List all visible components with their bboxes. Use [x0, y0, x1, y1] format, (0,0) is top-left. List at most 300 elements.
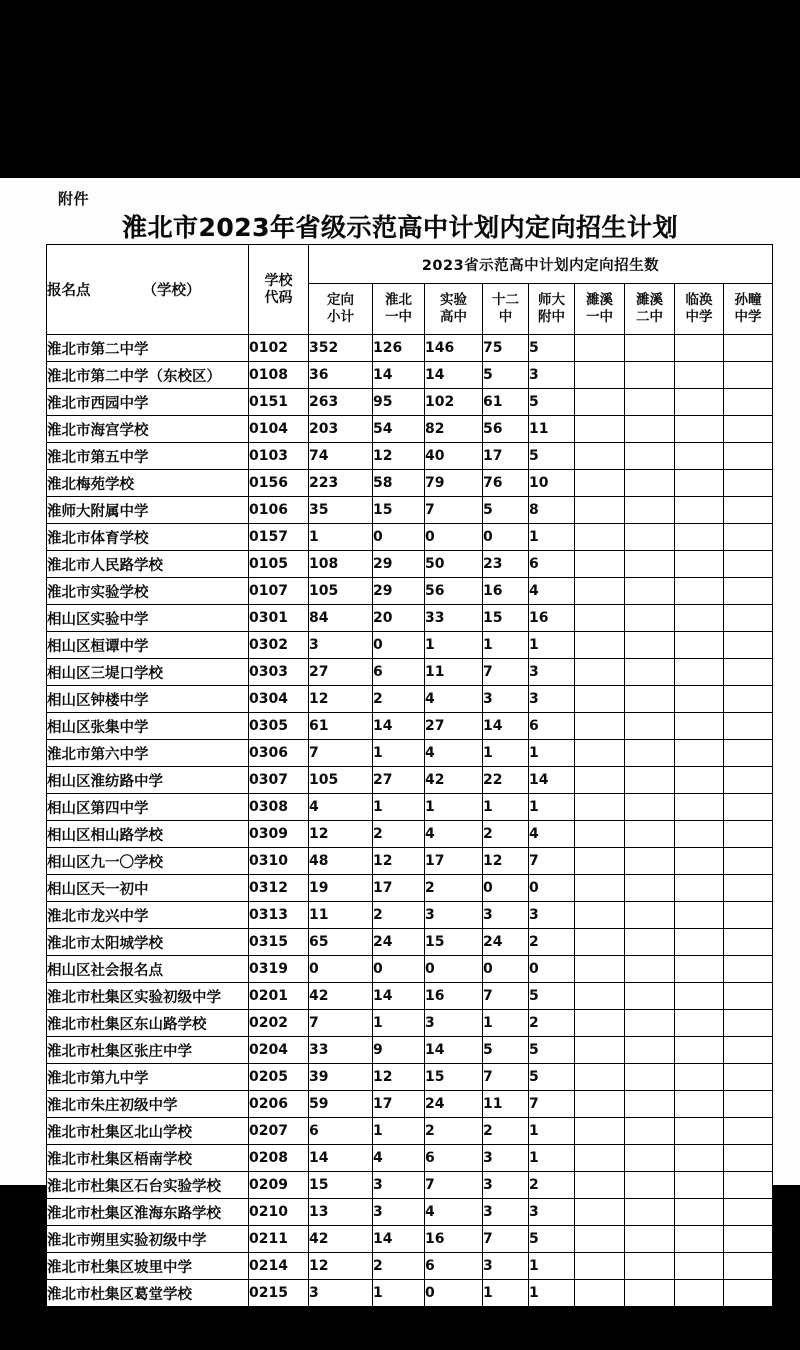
cell-school-name: 淮北市杜集区石台实验学校	[47, 1172, 249, 1199]
cell-quota: 56	[483, 416, 529, 443]
cell-quota-empty	[675, 1091, 724, 1118]
cell-quota: 14	[483, 713, 529, 740]
cell-quota-empty	[625, 794, 675, 821]
cell-quota-empty	[625, 1172, 675, 1199]
cell-quota: 61	[483, 389, 529, 416]
cell-quota: 1	[529, 632, 575, 659]
cell-quota-empty	[724, 1280, 773, 1307]
cell-quota-empty	[675, 848, 724, 875]
cell-quota: 6	[309, 1118, 373, 1145]
cell-quota-empty	[724, 632, 773, 659]
cell-quota: 4	[529, 821, 575, 848]
cell-quota-empty	[625, 632, 675, 659]
cell-school-name: 相山区张集中学	[47, 713, 249, 740]
cell-quota: 1	[483, 740, 529, 767]
cell-quota-empty	[575, 848, 625, 875]
cell-quota: 6	[425, 1253, 483, 1280]
cell-quota: 39	[309, 1064, 373, 1091]
cell-quota-empty	[724, 470, 773, 497]
cell-school-code: 0209	[249, 1172, 309, 1199]
cell-school-code: 0306	[249, 740, 309, 767]
cell-quota: 2	[373, 821, 425, 848]
cell-quota-empty	[575, 416, 625, 443]
cell-quota-empty	[625, 929, 675, 956]
cell-quota-empty	[575, 1280, 625, 1307]
cell-school-name: 淮北市实验学校	[47, 578, 249, 605]
table-row	[47, 713, 773, 740]
cell-quota: 61	[309, 713, 373, 740]
table-row	[47, 470, 773, 497]
cell-quota-empty	[625, 389, 675, 416]
cell-quota: 15	[483, 605, 529, 632]
cell-school-code: 0308	[249, 794, 309, 821]
cell-quota: 4	[309, 794, 373, 821]
cell-school-code: 0102	[249, 335, 309, 362]
cell-quota-empty	[724, 929, 773, 956]
cell-quota-empty	[575, 713, 625, 740]
cell-quota-empty	[625, 605, 675, 632]
cell-quota: 7	[483, 1064, 529, 1091]
cell-quota: 2	[483, 821, 529, 848]
cell-quota: 223	[309, 470, 373, 497]
cell-school-code: 0312	[249, 875, 309, 902]
cell-quota-empty	[675, 686, 724, 713]
cell-quota: 0	[483, 956, 529, 983]
cell-school-name: 相山区淮纺路中学	[47, 767, 249, 794]
subheader-line1: 临涣	[685, 292, 713, 308]
cell-quota-empty	[575, 1037, 625, 1064]
cell-quota: 2	[529, 1010, 575, 1037]
cell-quota: 1	[529, 1280, 575, 1307]
cell-quota-empty	[575, 362, 625, 389]
cell-quota-empty	[675, 470, 724, 497]
header-registration-point	[47, 245, 249, 335]
cell-quota: 1	[425, 794, 483, 821]
cell-quota-empty	[575, 767, 625, 794]
table-row	[47, 416, 773, 443]
cell-quota-empty	[575, 578, 625, 605]
cell-quota: 6	[529, 713, 575, 740]
cell-school-code: 0206	[249, 1091, 309, 1118]
cell-quota-empty	[724, 956, 773, 983]
cell-quota: 5	[483, 1037, 529, 1064]
cell-quota-empty	[625, 902, 675, 929]
cell-quota: 0	[425, 1280, 483, 1307]
cell-quota: 16	[483, 578, 529, 605]
cell-quota: 14	[425, 1037, 483, 1064]
cell-quota-empty	[575, 902, 625, 929]
cell-school-name: 淮北市杜集区淮海东路学校	[47, 1199, 249, 1226]
cell-quota: 108	[309, 551, 373, 578]
cell-quota: 48	[309, 848, 373, 875]
cell-quota: 65	[309, 929, 373, 956]
cell-school-code: 0211	[249, 1226, 309, 1253]
cell-quota-empty	[575, 929, 625, 956]
cell-quota-empty	[625, 1145, 675, 1172]
cell-quota: 7	[309, 740, 373, 767]
cell-quota: 29	[373, 551, 425, 578]
table-row	[47, 848, 773, 875]
cell-quota-empty	[575, 497, 625, 524]
cell-quota: 1	[425, 632, 483, 659]
table-body	[47, 335, 773, 1307]
cell-quota: 0	[373, 524, 425, 551]
cell-quota-empty	[675, 605, 724, 632]
cell-quota: 2	[373, 686, 425, 713]
cell-quota: 14	[529, 767, 575, 794]
cell-quota: 17	[483, 443, 529, 470]
table-row	[47, 335, 773, 362]
cell-school-code: 0301	[249, 605, 309, 632]
cell-quota: 1	[529, 1145, 575, 1172]
cell-quota: 14	[373, 713, 425, 740]
cell-quota: 105	[309, 767, 373, 794]
cell-quota-empty	[724, 902, 773, 929]
cell-quota-empty	[724, 605, 773, 632]
cell-quota: 3	[483, 686, 529, 713]
cell-quota-empty	[724, 551, 773, 578]
cell-quota: 1	[529, 1253, 575, 1280]
table-row	[47, 1199, 773, 1226]
cell-quota: 16	[425, 983, 483, 1010]
table-container	[46, 244, 772, 1307]
cell-quota: 42	[309, 983, 373, 1010]
cell-quota: 3	[529, 902, 575, 929]
cell-quota: 15	[425, 929, 483, 956]
cell-quota: 17	[373, 1091, 425, 1118]
cell-quota-empty	[724, 578, 773, 605]
subheader-line1: 孙疃	[734, 292, 762, 308]
cell-quota: 12	[309, 1253, 373, 1280]
cell-quota: 4	[529, 578, 575, 605]
cell-school-name: 淮北市杜集区张庄中学	[47, 1037, 249, 1064]
cell-quota-empty	[575, 470, 625, 497]
cell-school-code: 0156	[249, 470, 309, 497]
cell-quota-empty	[724, 767, 773, 794]
cell-quota-empty	[575, 983, 625, 1010]
header-col-no12	[483, 284, 529, 335]
subheader-line2: 一中	[385, 309, 412, 325]
cell-quota: 3	[309, 632, 373, 659]
header-school-code-line1: 学校	[264, 272, 293, 289]
cell-quota-empty	[625, 713, 675, 740]
cell-quota: 22	[483, 767, 529, 794]
cell-quota: 2	[425, 1118, 483, 1145]
table-row	[47, 659, 773, 686]
cell-school-name: 淮北市杜集区葛堂学校	[47, 1280, 249, 1307]
table-row	[47, 1118, 773, 1145]
cell-quota-empty	[625, 362, 675, 389]
cell-quota: 2	[483, 1118, 529, 1145]
cell-quota: 3	[529, 1199, 575, 1226]
cell-quota-empty	[625, 767, 675, 794]
cell-quota: 3	[483, 902, 529, 929]
cell-quota-empty	[724, 794, 773, 821]
cell-school-code: 0106	[249, 497, 309, 524]
cell-quota: 7	[425, 497, 483, 524]
cell-quota: 0	[425, 956, 483, 983]
cell-school-name: 淮北市人民路学校	[47, 551, 249, 578]
table-row	[47, 875, 773, 902]
cell-quota-empty	[575, 389, 625, 416]
cell-quota: 1	[373, 794, 425, 821]
cell-quota: 24	[373, 929, 425, 956]
cell-quota-empty	[675, 902, 724, 929]
cell-quota: 50	[425, 551, 483, 578]
cell-quota: 2	[529, 929, 575, 956]
subheader-line2: 中学	[734, 309, 762, 325]
table-row	[47, 1010, 773, 1037]
cell-quota-empty	[625, 1091, 675, 1118]
header-col-linhuan-middle	[675, 284, 724, 335]
cell-quota-empty	[675, 443, 724, 470]
cell-quota-empty	[575, 1064, 625, 1091]
cell-quota-empty	[724, 1172, 773, 1199]
cell-quota: 5	[529, 1037, 575, 1064]
cell-quota-empty	[625, 659, 675, 686]
cell-school-name: 相山区钟楼中学	[47, 686, 249, 713]
table-row	[47, 983, 773, 1010]
cell-quota-empty	[625, 1010, 675, 1037]
cell-quota-empty	[625, 1226, 675, 1253]
cell-quota-empty	[724, 983, 773, 1010]
cell-school-code: 0202	[249, 1010, 309, 1037]
cell-quota: 4	[373, 1145, 425, 1172]
cell-school-name: 淮北市第二中学（东校区）	[47, 362, 249, 389]
cell-quota-empty	[625, 1280, 675, 1307]
document-sheet	[0, 178, 800, 1303]
cell-quota: 76	[483, 470, 529, 497]
cell-quota: 40	[425, 443, 483, 470]
cell-quota: 11	[483, 1091, 529, 1118]
cell-school-code: 0208	[249, 1145, 309, 1172]
cell-quota: 3	[483, 1199, 529, 1226]
cell-quota: 12	[483, 848, 529, 875]
table-row	[47, 1064, 773, 1091]
cell-school-code: 0307	[249, 767, 309, 794]
table-row	[47, 443, 773, 470]
cell-school-name: 相山区实验中学	[47, 605, 249, 632]
cell-quota-empty	[724, 686, 773, 713]
cell-quota: 5	[483, 362, 529, 389]
cell-school-code: 0105	[249, 551, 309, 578]
cell-quota: 56	[425, 578, 483, 605]
table-row	[47, 1226, 773, 1253]
cell-quota-empty	[724, 1118, 773, 1145]
cell-quota: 2	[425, 875, 483, 902]
header-school-code	[249, 245, 309, 335]
subheader-line1: 定向	[327, 292, 354, 308]
header-col-suixi-no2	[625, 284, 675, 335]
cell-quota: 1	[529, 794, 575, 821]
cell-quota: 2	[373, 902, 425, 929]
cell-school-name: 淮北市第九中学	[47, 1064, 249, 1091]
cell-quota-empty	[724, 443, 773, 470]
cell-quota: 5	[529, 335, 575, 362]
cell-quota: 0	[529, 956, 575, 983]
table-row	[47, 929, 773, 956]
cell-quota-empty	[625, 740, 675, 767]
cell-quota-empty	[724, 713, 773, 740]
cell-quota: 16	[425, 1226, 483, 1253]
cell-quota: 16	[529, 605, 575, 632]
cell-quota: 146	[425, 335, 483, 362]
cell-quota: 12	[309, 686, 373, 713]
cell-quota: 35	[309, 497, 373, 524]
subheader-line2: 中学	[685, 309, 713, 325]
cell-quota-empty	[575, 956, 625, 983]
cell-quota: 4	[425, 1199, 483, 1226]
cell-quota: 82	[425, 416, 483, 443]
cell-quota-empty	[675, 389, 724, 416]
cell-quota: 42	[425, 767, 483, 794]
cell-quota-empty	[625, 1253, 675, 1280]
cell-quota: 5	[529, 443, 575, 470]
cell-school-name: 淮北市朔里实验初级中学	[47, 1226, 249, 1253]
cell-quota-empty	[675, 956, 724, 983]
cell-quota: 1	[373, 1118, 425, 1145]
cell-school-code: 0207	[249, 1118, 309, 1145]
cell-school-name: 淮北市太阳城学校	[47, 929, 249, 956]
cell-quota-empty	[575, 632, 625, 659]
cell-quota: 11	[309, 902, 373, 929]
cell-quota: 4	[425, 686, 483, 713]
cell-quota-empty	[625, 443, 675, 470]
subheader-line2: 二中	[636, 309, 663, 325]
cell-quota: 27	[373, 767, 425, 794]
cell-quota: 1	[483, 794, 529, 821]
table-head	[47, 245, 773, 335]
cell-quota: 7	[483, 983, 529, 1010]
cell-school-name: 相山区三堤口学校	[47, 659, 249, 686]
cell-quota-empty	[625, 1199, 675, 1226]
cell-quota-empty	[575, 1145, 625, 1172]
cell-school-code: 0319	[249, 956, 309, 983]
cell-quota: 14	[373, 983, 425, 1010]
cell-school-code: 0302	[249, 632, 309, 659]
cell-quota: 14	[373, 362, 425, 389]
table-row	[47, 821, 773, 848]
cell-school-code: 0215	[249, 1280, 309, 1307]
cell-quota-empty	[575, 875, 625, 902]
cell-quota: 0	[373, 956, 425, 983]
cell-school-name: 淮北市杜集区东山路学校	[47, 1010, 249, 1037]
cell-quota: 3	[483, 1145, 529, 1172]
cell-quota: 74	[309, 443, 373, 470]
cell-quota: 5	[529, 389, 575, 416]
subheader-line2: 小计	[327, 309, 354, 325]
cell-quota: 3	[425, 902, 483, 929]
cell-quota-empty	[675, 335, 724, 362]
table-row	[47, 497, 773, 524]
cell-quota: 6	[425, 1145, 483, 1172]
cell-quota-empty	[675, 416, 724, 443]
header-col-suixi-no1	[575, 284, 625, 335]
cell-quota: 1	[529, 524, 575, 551]
cell-quota: 15	[309, 1172, 373, 1199]
cell-quota-empty	[625, 551, 675, 578]
cell-quota: 75	[483, 335, 529, 362]
cell-quota-empty	[625, 848, 675, 875]
cell-quota-empty	[675, 875, 724, 902]
cell-school-code: 0107	[249, 578, 309, 605]
cell-quota: 1	[373, 1010, 425, 1037]
cell-quota-empty	[675, 1253, 724, 1280]
cell-quota: 352	[309, 335, 373, 362]
cell-quota-empty	[625, 1037, 675, 1064]
table-row	[47, 1172, 773, 1199]
cell-quota-empty	[724, 1226, 773, 1253]
header-col-huaibei-no1	[373, 284, 425, 335]
cell-quota: 3	[483, 1172, 529, 1199]
cell-quota-empty	[724, 497, 773, 524]
cell-quota: 3	[309, 1280, 373, 1307]
cell-quota: 14	[373, 1226, 425, 1253]
cell-quota: 4	[425, 740, 483, 767]
cell-quota-empty	[724, 875, 773, 902]
cell-school-name: 淮北梅苑学校	[47, 470, 249, 497]
cell-quota-empty	[575, 794, 625, 821]
header-registration-point-label: 报名点	[47, 283, 91, 299]
cell-quota: 58	[373, 470, 425, 497]
cell-quota-empty	[724, 1037, 773, 1064]
cell-quota-empty	[675, 713, 724, 740]
table-row	[47, 1091, 773, 1118]
cell-quota: 3	[373, 1172, 425, 1199]
cell-school-code: 0214	[249, 1253, 309, 1280]
cell-school-name: 相山区桓谭中学	[47, 632, 249, 659]
table-row	[47, 1037, 773, 1064]
cell-quota: 59	[309, 1091, 373, 1118]
table-row	[47, 686, 773, 713]
cell-school-name: 淮北市杜集区北山学校	[47, 1118, 249, 1145]
subheader-line1: 实验	[440, 292, 467, 308]
cell-school-name: 相山区第四中学	[47, 794, 249, 821]
cell-quota: 33	[425, 605, 483, 632]
cell-quota-empty	[724, 848, 773, 875]
cell-quota-empty	[675, 821, 724, 848]
cell-quota-empty	[675, 1145, 724, 1172]
cell-quota-empty	[675, 362, 724, 389]
cell-quota: 12	[373, 1064, 425, 1091]
cell-quota-empty	[724, 1253, 773, 1280]
cell-quota: 7	[483, 659, 529, 686]
cell-quota-empty	[675, 659, 724, 686]
cell-quota-empty	[625, 875, 675, 902]
cell-quota-empty	[675, 983, 724, 1010]
cell-quota-empty	[675, 1118, 724, 1145]
cell-quota-empty	[625, 1118, 675, 1145]
cell-quota-empty	[675, 767, 724, 794]
cell-quota: 17	[373, 875, 425, 902]
cell-quota-empty	[675, 1064, 724, 1091]
subheader-line2: 高中	[440, 309, 467, 325]
cell-quota-empty	[675, 929, 724, 956]
cell-quota-empty	[675, 1010, 724, 1037]
cell-quota-empty	[724, 362, 773, 389]
table-row	[47, 1253, 773, 1280]
cell-quota-empty	[675, 794, 724, 821]
cell-quota: 0	[483, 875, 529, 902]
cell-quota: 3	[373, 1199, 425, 1226]
cell-quota: 54	[373, 416, 425, 443]
subheader-line1: 淮北	[385, 292, 412, 308]
cell-quota-empty	[724, 1091, 773, 1118]
cell-quota-empty	[625, 335, 675, 362]
cell-quota-empty	[625, 956, 675, 983]
cell-school-name: 相山区天一初中	[47, 875, 249, 902]
cell-quota: 24	[425, 1091, 483, 1118]
